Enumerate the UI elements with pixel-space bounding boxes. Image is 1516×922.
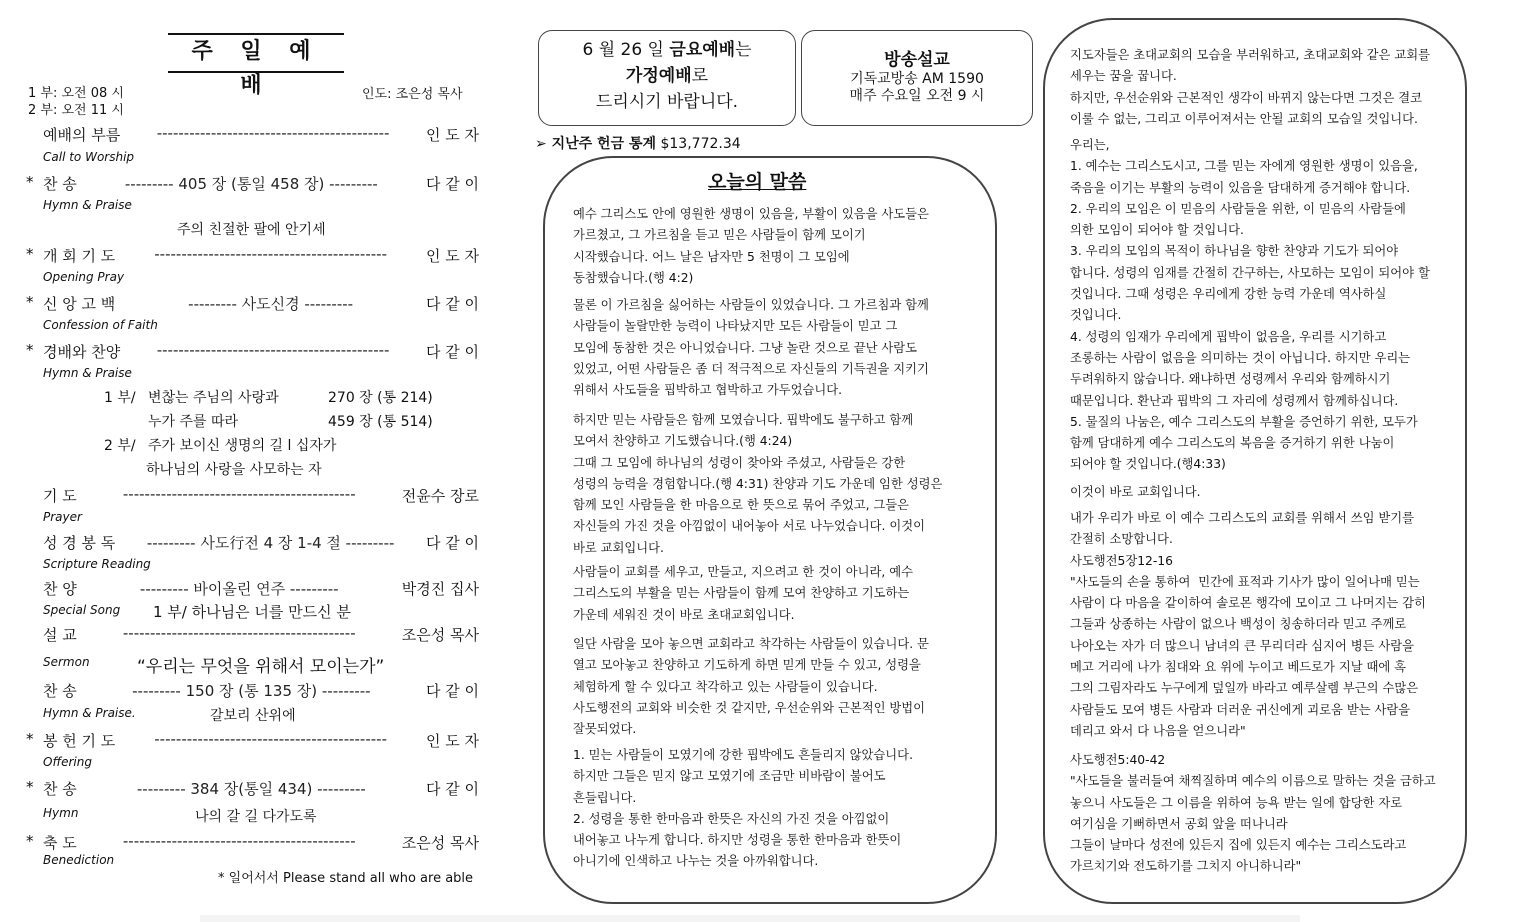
worship-item <box>43 624 479 645</box>
worship-item-name: 설 교 <box>43 626 77 644</box>
stand-note: * 일어서서 Please stand all who are able <box>218 871 474 886</box>
praise-part-label: 1 부/ <box>104 390 136 406</box>
stand-marker-icon: * <box>26 173 34 191</box>
broadcast-title: 방송설교 <box>884 50 950 70</box>
broadcast-station: 기독교방송 AM 1590 <box>850 71 984 87</box>
worship-item-leader: 조은성 목사 <box>401 626 479 644</box>
sermon-paragraph: 예수 그리스도 안에 영원한 생명이 있음을, 부활이 있음을 사도들은 가르쳤고, 그 가르침을 듣고 믿은 사람들이 함께 모이기 시작했습니다. 어느 날은 남자만 5 천명이 그 모임에 동참했습니다.(행 4:2) <box>573 207 929 285</box>
worship-item-name: 축 도 <box>43 834 77 852</box>
worship-item-leader: 다 같 이 <box>425 682 479 700</box>
broadcast-sermon-box <box>801 30 1033 126</box>
praise-song: 하나님의 사랑을 사모하는 자 <box>146 462 322 478</box>
praise-song: 변찮는 주님의 사랑과 <box>148 390 279 406</box>
worship-item-english: Sermon <box>43 655 90 669</box>
worship-item-leader: 다 같 이 <box>425 780 479 798</box>
worship-item-detail: --------- 바이올린 연주 --------- <box>139 580 339 598</box>
worship-item-english: Hymn & Praise <box>43 198 132 212</box>
worship-item-detail: ------------------------------------------- <box>154 730 387 748</box>
worship-item-english: Scripture Reading <box>43 557 151 571</box>
worship-item-name: 경배와 찬양 <box>43 343 121 361</box>
stand-marker-icon: * <box>26 778 34 796</box>
worship-item-leader: 인 도 자 <box>425 732 479 750</box>
praise-song-number: 270 장 (통 214) <box>328 390 433 406</box>
service-time-1: 1 부: 오전 08 시 <box>28 86 124 101</box>
worship-item <box>26 245 479 266</box>
notice-line3: 드리시기 바랍니다. <box>595 92 739 112</box>
worship-item-leader: 다 같 이 <box>425 534 479 552</box>
worship-item-detail: --------- 384 장(통일 434) --------- <box>136 780 366 798</box>
sermon-paragraph: 물론 이 가르침을 싫어하는 사람들이 있었습니다. 그 가르침과 함께 사람들이 놀랄만한 능력이 나타났지만 모든 사람들이 믿고 그 모임에 동참한 것은 아니었습니다. 그냥 놀란 것으로 끝난 사람도 있었고, 어떤 사람들은 좀 더 적극적으로 자신들의 기득권을 지키기 위해서 사도들을 핍박하고 협박하고 가두었습니다. <box>573 298 929 398</box>
friday-service-notice <box>538 30 796 126</box>
worship-item-detail: --------- 사도行전 4 장 1-4 절 --------- <box>146 534 395 552</box>
scripture-quote-acts-5-12: 내가 우리가 바로 이 예수 그리스도의 교회를 위해서 쓰임 받기를 간절히 소망합니다. 사도행전5장12-16 "사도들의 손을 통하여 민간에 표적과 기사가 많이 일어나매 믿는 사람이 다 마음을 같이하여 솔로몬 행각에 모이고 그 나머지는 감히 그들과 상종하는 사람이 없으나 백성이 칭송하더라 믿고 주께로 나아오는 자가 더 많으니 남녀의 큰 무리더라 심지어 병든 사람을 메고 거리에 나가 침대와 요 위에 누이고 베드로가 지날 때에 혹 그의 그림자라도 누구에게 덮일까 바라고 예루살렘 부근의 수많은 사람들도 모여 병든 사람과 더러운 귀신에게 괴로움 받는 사람을 데리고 와서 다 나음을 얻으니라" <box>1070 511 1426 738</box>
worship-item <box>43 532 479 553</box>
sermon-continued-paragraph: 우리는, 1. 예수는 그리스도시고, 그를 믿는 자에게 영원한 생명이 있음을, 죽음을 이기는 부활의 능력이 있음을 담대하게 증거해야 합니다. 2. 우리의 모임은 이 믿음의 사람들을 위한, 이 믿음의 사람들에 의한 모임이 되어야 할 것입니다. 3. 우리의 모임의 목적이 하나님을 향한 찬양과 기도가 되어야 합니다. 성령의 임재를 간절히 간구하는, 사모하는 모임이 되어야 할 것입니다. 그때 성령은 우리에게 강한 능력 가운데 역사하실 것입니다. 4. 성령의 임재가 우리에게 핍박이 없음을, 우리를 시기하고 조롱하는 사람이 없음을 의미하는 것이 아닙니다. 하지만 우리는 두려워하지 않습니다. 왜냐하면 성령께서 우리와 함께하시기 때문입니다. 환난과 핍박의 그 자리에 성령께서 함께하십니다. 5. 물질의 나눔은, 예수 그리스도의 부활을 증언하기 위한, 모두가 함께 담대하게 예수 그리스도의 복음을 증거하기 위한 나눔이 되어야 할 것입니다.(행4:33) <box>1070 138 1430 472</box>
scripture-quote-acts-5-40: 사도행전5:40-42 "사도들을 불러들여 채찍질하며 예수의 이름으로 말하는 것을 금하고 놓으니 사도들은 그 이름을 위하여 능욕 받는 일에 합당한 자로 여기심을 기뻐하면서 공회 앞을 떠나니라 그들이 날마다 성전에 있든지 집에 있든지 예수는 그리스도라고 가르치기와 전도하기를 그치지 아니하니라" <box>1070 753 1436 874</box>
offering-amount: $13,772.34 <box>660 136 741 152</box>
worship-item-leader: 다 같 이 <box>425 343 479 361</box>
worship-item-english: Offering <box>43 755 92 769</box>
stand-marker-icon: * <box>26 245 34 263</box>
sermon-paragraph: 1. 믿는 사람들이 모였기에 강한 핍박에도 흔들리지 않았습니다. 하지만 그들은 믿지 않고 모였기에 조금만 비바람이 불어도 흔들립니다. 2. 성령을 통한 한마음과 한뜻은 자신의 가진 것을 아낌없이 내어놓고 나누게 합니다. 하지만 성령을 통한 한마음과 한뜻이 아니기에 인색하고 나누는 것을 아까워합니다. <box>573 748 913 869</box>
hymn-405-title: 주의 친절한 팔에 안기세 <box>177 222 326 238</box>
notice-particle: 는 <box>735 40 752 60</box>
worship-item-name: 개 회 기 도 <box>43 247 116 265</box>
worship-item-english: Special Song <box>43 603 121 617</box>
worship-item <box>26 832 479 853</box>
sermon-title: “우리는 무엇을 위해서 모이는가” <box>137 657 385 677</box>
worship-item-name: 예배의 부름 <box>43 126 121 144</box>
worship-item-name: 성 경 봉 독 <box>43 534 116 552</box>
worship-item <box>26 173 479 194</box>
worship-item <box>26 730 479 751</box>
worship-item-english: Call to Worship <box>43 150 135 164</box>
offering-stats <box>535 133 741 153</box>
praise-song: 주가 보이신 생명의 길 l 십자가 <box>148 438 337 454</box>
stand-marker-icon: * <box>26 341 34 359</box>
todays-word-heading: 오늘의 말씀 <box>708 171 807 193</box>
praise-song-number: 459 장 (통 514) <box>328 414 433 430</box>
notice-friday-service: 금요예배 <box>669 40 736 60</box>
worship-item-name: 찬 송 <box>43 175 77 193</box>
hymn-150-title: 갈보리 산위에 <box>210 708 296 724</box>
worship-item <box>43 578 479 599</box>
offering-label: ➢ 지난주 헌금 통계 <box>535 136 657 152</box>
praise-song: 누가 주를 따라 <box>148 414 239 430</box>
worship-item-detail: ------------------------------------------- <box>122 485 356 503</box>
worship-item-detail: ------------------------------------------- <box>122 832 356 850</box>
worship-item-english: Prayer <box>43 510 82 524</box>
sermon-continued-paragraph: 이것이 바로 교회입니다. <box>1070 485 1201 499</box>
notice-particle: 로 <box>691 66 709 86</box>
hymn-384-title: 나의 갈 길 다가도록 <box>195 809 317 825</box>
worship-item-detail: ------------------------------------------- <box>154 245 387 263</box>
worship-item-detail: --------- 405 장 (통일 458 장) --------- <box>124 175 378 193</box>
worship-item-leader: 다 같 이 <box>425 295 479 313</box>
worship-item-english: Benediction <box>43 853 115 867</box>
worship-item-detail: --------- 150 장 (통 135 장) --------- <box>132 682 371 700</box>
worship-item <box>43 680 479 701</box>
worship-item <box>43 124 479 145</box>
worship-item-leader: 인 도 자 <box>425 126 479 144</box>
worship-item-detail: ------------------------------------------- <box>156 124 390 142</box>
worship-item-detail: --------- 사도신경 --------- <box>188 295 354 313</box>
worship-item <box>43 485 479 506</box>
worship-item <box>26 341 479 362</box>
worship-item <box>26 293 479 314</box>
sermon-paragraph: 하지만 믿는 사람들은 함께 모였습니다. 핍박에도 불구하고 함께 모여서 찬양하고 기도했습니다.(행 4:24) 그때 그 모임에 하나님의 성령이 찾아와 주셨고, 사람들은 강한 성령의 능력을 경험합니다.(행 4:31) 찬양과 기도 가운데 임한 성령은 함께 모인 사람들을 한 마음으로 한 뜻으로 묶어 주었고, 그들은 자신들의 가진 것을 아낌없이 내어놓아 서로 나누었습니다. 이것이 바로 교회입니다. <box>573 413 943 555</box>
worship-item-english: Confession of Faith <box>43 318 158 332</box>
worship-item-english: Hymn <box>43 806 79 820</box>
page-bottom-shade <box>200 915 1300 922</box>
broadcast-time: 매주 수요일 오전 9 시 <box>849 88 985 104</box>
worship-item-name: 기 도 <box>43 487 77 505</box>
worship-item-english: Opening Pray <box>43 270 125 284</box>
stand-marker-icon: * <box>26 832 34 850</box>
worship-item-english: Hymn & Praise <box>43 366 132 380</box>
worship-item <box>26 778 479 799</box>
worship-item-name: 신 앙 고 백 <box>43 295 116 313</box>
worship-item-detail: ------------------------------------------- <box>156 341 390 359</box>
worship-item-detail: ------------------------------------------- <box>122 624 356 642</box>
worship-item-leader: 조은성 목사 <box>401 834 479 852</box>
worship-item-english: Hymn & Praise. <box>43 706 136 720</box>
sermon-paragraph: 사람들이 교회를 세우고, 만들고, 지으려고 한 것이 아니라, 예수 그리스도의 부활을 믿는 사람들이 함께 모여 찬양하고 기도하는 가운데 세워진 것이 바로 초대교회입니다. <box>573 565 913 622</box>
worship-item-name: 찬 송 <box>43 780 77 798</box>
notice-home-service: 가정예배 <box>625 66 692 86</box>
stand-marker-icon: * <box>26 293 34 311</box>
order-of-worship-title: 주 일 예 배 <box>168 33 344 73</box>
stand-marker-icon: * <box>26 730 34 748</box>
sermon-paragraph: 일단 사람을 모아 놓으면 교회라고 착각하는 사람들이 있습니다. 문 열고 모아놓고 찬양하고 기도하게 하면 믿게 만들 수 있고, 성령을 체험하게 할 수 있다고 착각하고 있는 사람들이 있습니다. 사도행전의 교회와 비슷한 것 같지만, 우선순위와 근본적인 방법이 잘못되었다. <box>573 637 929 737</box>
praise-part-label: 2 부/ <box>104 438 136 454</box>
worship-item-name: 봉 헌 기 도 <box>43 732 116 750</box>
service-time-2: 2 부: 오전 11 시 <box>28 103 124 118</box>
worship-item-name: 찬 양 <box>43 580 77 598</box>
worship-leader: 인도: 조은성 목사 <box>362 87 463 102</box>
worship-item-name: 찬 송 <box>43 682 77 700</box>
worship-item-leader: 다 같 이 <box>425 175 479 193</box>
worship-item-leader: 전윤수 장로 <box>401 487 479 505</box>
notice-date: 6 월 26 일 <box>582 40 670 60</box>
sermon-continued-paragraph: 지도자들은 초대교회의 모습을 부러워하고, 초대교회와 같은 교회를 세우는 꿈을 꿉니다. 하지만, 우선순위와 근본적인 생각이 바뀌지 않는다면 그것은 결코 이룰 수 없는, 그리고 이루어져서는 안될 교회의 모습일 것입니다. <box>1070 48 1430 126</box>
worship-item-leader: 인 도 자 <box>425 247 479 265</box>
worship-item-leader: 박경진 집사 <box>401 580 479 598</box>
special-song-title: 1 부/ 하나님은 너를 만드신 분 <box>153 603 351 621</box>
